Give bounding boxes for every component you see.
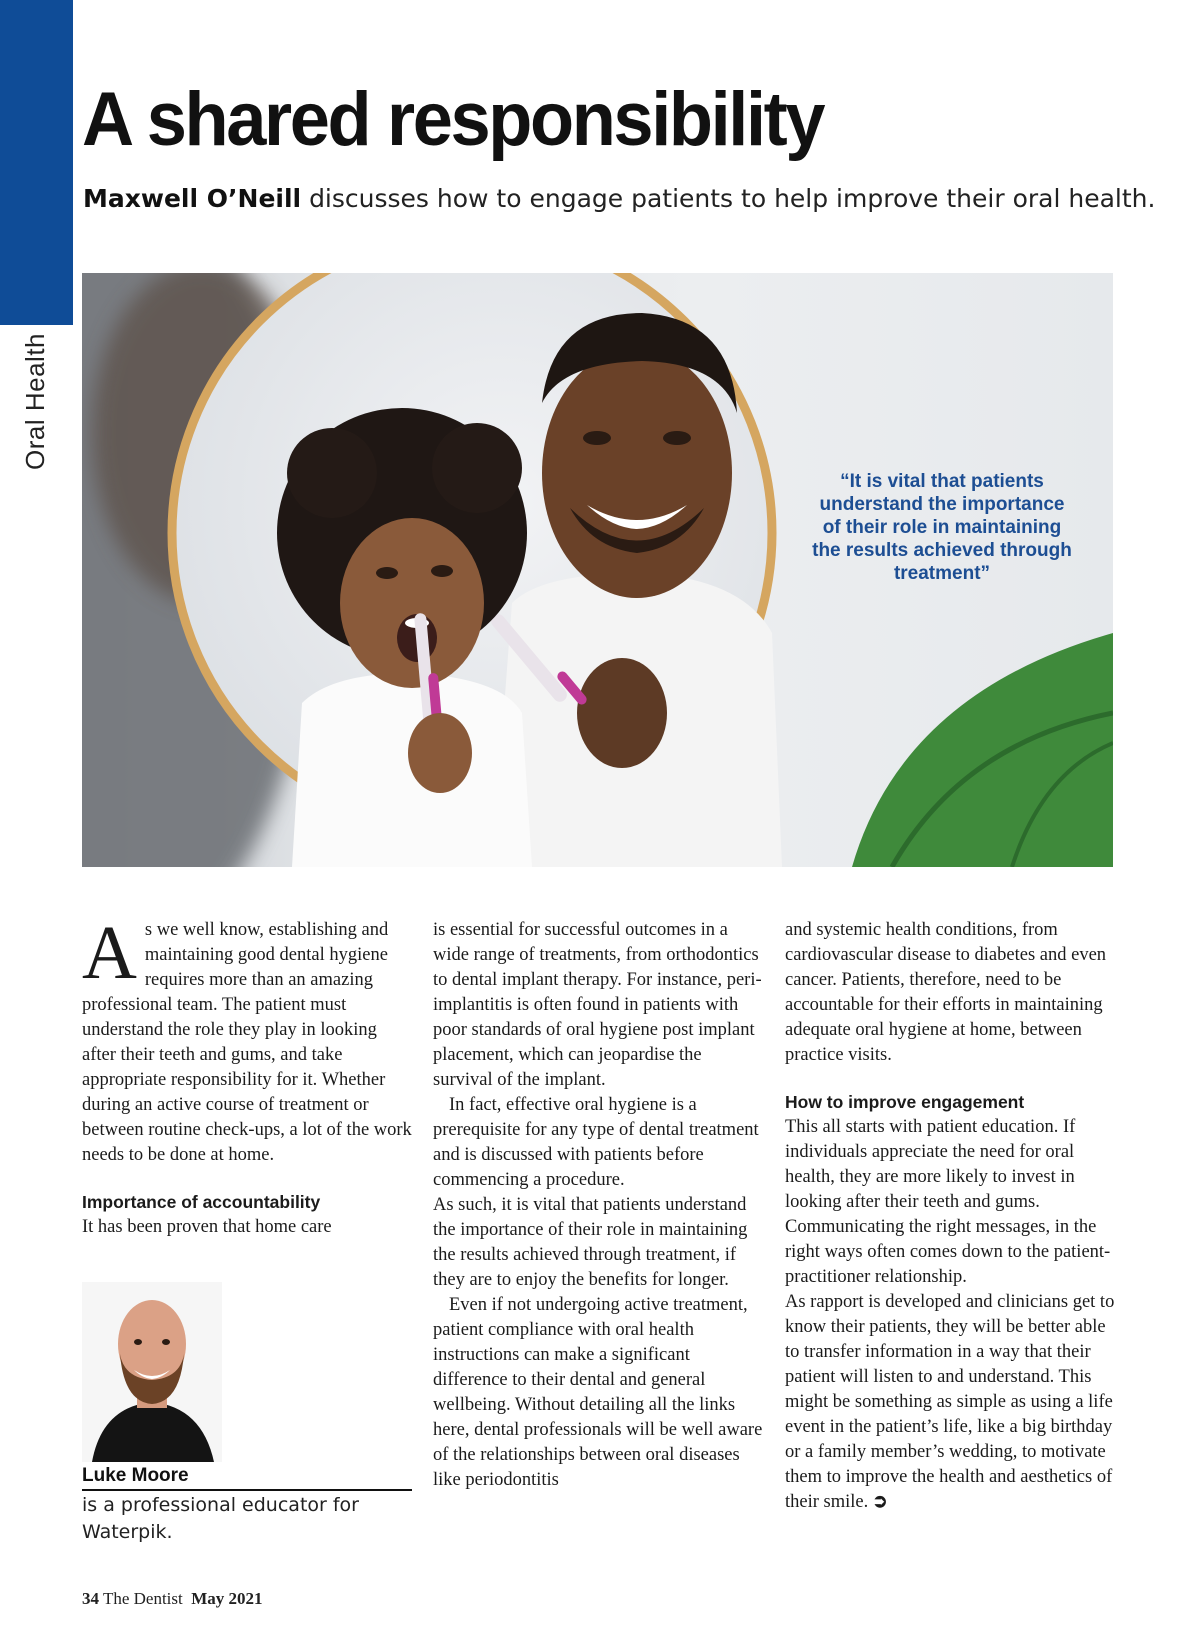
author-byline: Maxwell O’Neill: [83, 184, 302, 213]
body-paragraph: In fact, effective oral hygiene is a prerequisite for any type of dental treatment and is discussed with patients before commencing a procedure.: [433, 1095, 759, 1190]
section-color-bar: [0, 0, 73, 325]
body-column-2: [433, 918, 763, 1493]
subhead-accountability: Importance of accountability: [82, 1192, 321, 1212]
drop-cap: A: [82, 911, 137, 995]
publication-name: The Dentist: [102, 1589, 183, 1608]
body-paragraph: As such, it is vital that patients understand the importance of their role in maintaining the results achieved through treatment, if they are to enjoy the benefits for longer.: [433, 1195, 748, 1290]
section-label-text: Oral Health: [19, 332, 50, 470]
intro-paragraph: As we well know, establishing and maintaining good dental hygiene requires more than an amazing professional team. The patient must understand the role they play in looking after their teeth and gums, and take appropriate responsibility for it. Whether during an active course of treatment or between routine check-ups, a lot of the work needs to be done at home.: [82, 911, 412, 1165]
standfirst-text: discusses how to engage patients to help improve their oral health.: [309, 184, 1156, 213]
body-paragraph: This all starts with patient education. If individuals appreciate the need for oral health, they are more likely to invest in looking after their teeth and gums.: [785, 1117, 1076, 1212]
article-standfirst: [83, 184, 1183, 213]
pull-quote: “It is vital that patients understand the importance of their role in maintaining the results achieved through treatment”: [812, 471, 1072, 584]
issue-date: May 2021: [191, 1589, 263, 1608]
page-footer: [82, 1589, 263, 1609]
author-name: Luke Moore: [82, 1465, 412, 1491]
article-title: A shared responsibility: [82, 77, 824, 162]
body-paragraph: is essential for successful outcomes in a wide range of treatments, from orthodontics to dental implant therapy. For instance, peri-implantitis is often found in patients with poor standards of oral hygiene post implant placement, which can jeopardise the survival of the implant.: [433, 920, 762, 1090]
author-bio: is a professional educator for Waterpik.: [82, 1494, 359, 1543]
body-paragraph: Communicating the right messages, in the right ways often comes down to the patient-practitioner relationship.: [785, 1217, 1111, 1287]
end-mark-icon: ➲: [872, 1492, 888, 1512]
section-label: [2, 332, 68, 470]
author-portrait: [82, 1282, 222, 1462]
body-column-1: [82, 911, 412, 1240]
subhead-engagement: How to improve engagement: [785, 1092, 1025, 1112]
body-paragraph: It has been proven that home care: [82, 1217, 332, 1237]
body-paragraph: As rapport is developed and clinicians get to know their patients, they will be better able to transfer information in a way that their patient will listen to and understand. This might be something as simple as using a life event in the patient’s life, like a big birthday or a family member’s wedding, to motivate them to improve the health and aesthetics of their smile. ➲: [785, 1292, 1115, 1512]
body-paragraph: Even if not undergoing active treatment, patient compliance with oral health instructions can make a significant difference to their dental and general wellbeing. Without detailing all the links here, dental professionals will be well aware of the relationships between oral diseases like periodontitis: [433, 1295, 763, 1490]
body-paragraph: and systemic health conditions, from cardiovascular disease to diabetes and even cancer. Patients, therefore, need to be accountable for their efforts in maintaining adequate oral hygiene at home, between practice visits.: [785, 920, 1107, 1065]
author-photo: [82, 1282, 222, 1462]
body-column-3: [785, 918, 1115, 1515]
page-number: 34: [82, 1589, 99, 1608]
